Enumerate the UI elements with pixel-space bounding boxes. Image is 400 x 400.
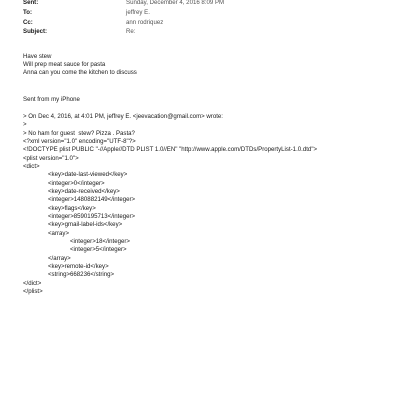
quoted-line: > On Dec 4, 2016, at 4:01 PM, jeffrey E. <jeevacation@gmail.com> wrote: — [23, 113, 223, 120]
to-value: jeffrey E. — [126, 9, 150, 16]
subject-label: Subject: — [23, 28, 48, 35]
cc-row — [23, 19, 383, 27]
quoted-line: <array> — [48, 230, 70, 237]
quoted-line: </dict> — [23, 280, 42, 287]
cc-value: ann rodriquez — [126, 19, 164, 26]
sent-label: Sent: — [23, 0, 39, 6]
quoted-line: </array> — [48, 255, 71, 262]
subject-row — [23, 28, 383, 36]
sent-row — [23, 0, 383, 7]
quoted-line: <string>668236</string> — [48, 271, 115, 278]
quoted-line: <integer>5</integer> — [70, 246, 127, 253]
quoted-line: <integer>1480882149</integer> — [48, 196, 136, 203]
body-line: Will prep meat sauce for pasta — [23, 61, 106, 68]
quoted-line: > — [23, 121, 27, 128]
quoted-line: > No ham for guest stew? Pizza . Pasta? — [23, 130, 135, 137]
quoted-line: <key>gmail-label-ids</key> — [48, 221, 123, 228]
quoted-line: <key>date-last-viewed</key> — [48, 171, 128, 178]
quoted-line: <!DOCTYPE plist PUBLIC "-//Apple//DTD PLIST 1.0//EN" "http://www.apple.com/DTDs/PropertyList-1.0.dtd"> — [23, 146, 318, 153]
quoted-line: <dict> — [23, 163, 40, 170]
to-row — [23, 9, 383, 17]
quoted-line: <integer>18</integer> — [70, 238, 130, 245]
cc-label: Cc: — [23, 19, 33, 26]
body-line: Anna can you come the kitchen to discuss — [23, 69, 137, 76]
quoted-line: <key>date-received</key> — [48, 188, 120, 195]
quoted-line: <key>remote-id</key> — [48, 263, 109, 270]
to-label: To: — [23, 9, 33, 16]
body-line: Have stew — [23, 53, 52, 60]
subject-value: Re: — [126, 28, 136, 35]
quoted-line: <integer>0</integer> — [48, 180, 105, 187]
quoted-line: <plist version="1.0"> — [23, 155, 79, 162]
signature: Sent from my iPhone — [23, 96, 80, 103]
quoted-line: <integer>8590195713</integer> — [48, 213, 136, 220]
sent-value: Sunday, December 4, 2016 8:09 PM — [126, 0, 225, 6]
quoted-line: <key>flags</key> — [48, 205, 96, 212]
quoted-line: </plist> — [23, 288, 43, 295]
quoted-line: <?xml version="1.0" encoding="UTF-8"?> — [23, 138, 136, 145]
